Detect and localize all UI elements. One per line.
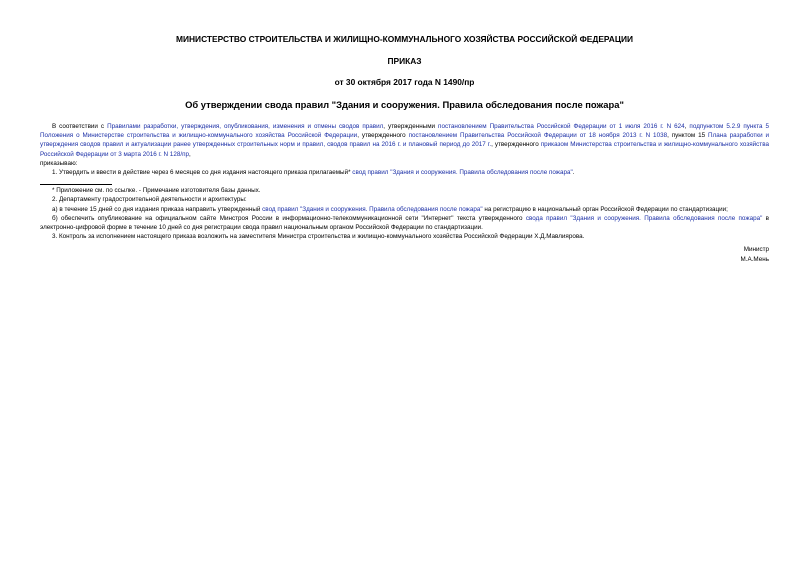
item-1 — [40, 168, 769, 177]
preamble-text: , утвержденного — [357, 132, 409, 140]
link-rules-of-codes[interactable]: Правилами разработки, утверждения, опубликования, изменения и отмены сводов правил — [107, 123, 384, 130]
link-government-decree-1038[interactable]: постановлением Правительства Российской Федерации от 18 ноября 2013 г. N 1038 — [408, 132, 668, 140]
signatory-name: М.А.Мень — [740, 255, 769, 263]
document-body — [40, 122, 769, 241]
item-3: 3. Контроль за исполнением настоящего приказа возложить на заместителя Министра строительства и жилищно-коммунального хозяйства Российской Федерации Х.Д.Мавлиярова. — [52, 233, 585, 241]
link-ministry-order-128[interactable]: приказом Министерства строительства и жилищно-коммунального хозяйства Российской Федерации от 3 марта 2016 г. N 128/пр — [40, 141, 769, 158]
document-page — [40, 34, 769, 264]
preamble-text: , утвержденного — [491, 141, 541, 149]
preamble-paragraph — [40, 122, 769, 159]
order-subject: Об утверждении свода правил "Здания и сооружения. Правила обследования после пожара" — [185, 99, 624, 110]
orders-label: приказываю: — [40, 159, 78, 167]
link-code-of-rules-2b[interactable]: свода правил "Здания и сооружения. Правила обследования после пожара" — [525, 214, 763, 222]
preamble-text: В соответствии с — [52, 123, 108, 130]
footnote-divider — [40, 184, 112, 185]
footnote: * Приложение см. по ссылке. - Примечание изготовителя базы данных. — [52, 187, 261, 195]
link-code-of-rules-2a[interactable]: свод правил "Здания и сооружения. Правила обследования после пожара" — [262, 205, 483, 213]
item-2a — [40, 205, 769, 214]
link-ministry-regulation[interactable]: подпунктом 5.2.9 пункта 5 Положения о Министерстве строительства и жилищно-коммунального хозяйства Российской Федерации — [40, 123, 770, 140]
item-2a-text: а) в течение 15 дней со дня издания приказа направить утвержденный — [52, 205, 263, 213]
preamble-text: , утвержденными — [383, 123, 439, 130]
signature-block — [40, 245, 769, 263]
link-code-of-rules[interactable]: свод правил "Здания и сооружения. Правила обследования после пожара" — [352, 169, 573, 177]
preamble-text: , пунктом 15 — [667, 132, 709, 140]
signatory-title: Министр — [743, 246, 769, 254]
preamble-text: , — [188, 150, 191, 158]
item-1-text: 1. Утвердить и ввести в действие через 6 месяцев со дня издания настоящего приказа прилагаемый* — [52, 169, 353, 177]
item-2b-text: в электронно-цифровой форме в течение 10 дней со дня регистрации свода правил национальным органом Российской Федерации по стандартизации. — [40, 214, 769, 232]
item-1-text: . — [572, 169, 575, 177]
link-government-decree-624[interactable]: постановлением Правительства Российской Федерации от 1 июля 2016 г. N 624 — [438, 123, 685, 130]
preamble-text: , — [684, 123, 690, 130]
item-2a-text: на регистрацию в национальный орган Российской Федерации по стандартизации; — [482, 205, 728, 213]
order-date-number: от 30 октября 2017 года N 1490/пр — [334, 77, 475, 87]
document-type: ПРИКАЗ — [387, 56, 422, 66]
item-2: 2. Департаменту градостроительной деятельности и архитектуры: — [52, 196, 247, 204]
link-development-plan[interactable]: Плана разработки и утверждения сводов правил и актуализации ранее утвержденных строительных норм и правил, сводов правил на 2016 г. и плановый период до 2017 г. — [40, 132, 770, 149]
ministry-heading: МИНИСТЕРСТВО СТРОИТЕЛЬСТВА И ЖИЛИЩНО-КОММУНАЛЬНОГО ХОЗЯЙСТВА РОССИЙСКОЙ ФЕДЕРАЦИИ — [176, 34, 633, 44]
item-2b — [40, 214, 769, 232]
item-2b-text: б) обеспечить опубликование на официальном сайте Минстроя России в информационно-телекоммуникационной сети "Интернет" текста утвержденного — [52, 214, 526, 222]
